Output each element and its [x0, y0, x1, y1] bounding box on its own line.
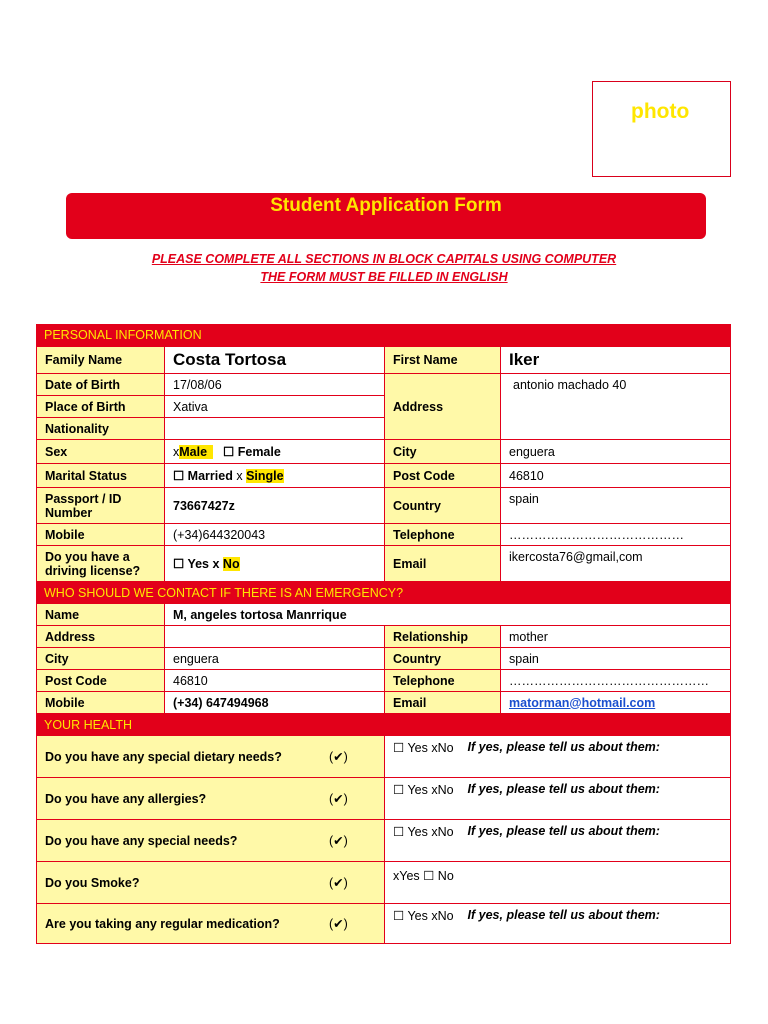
email-field[interactable]: ikercosta76@gmail,com	[501, 546, 731, 582]
emergency-mobile-label: Mobile	[36, 692, 165, 714]
driving-no-option[interactable]: No	[222, 556, 240, 571]
row-family-name	[36, 346, 731, 374]
health-question	[36, 778, 385, 820]
emergency-mobile-field[interactable]: (+34) 647494968	[165, 692, 385, 714]
row-driving-email	[36, 546, 731, 582]
check-mark-icon: (✔)	[329, 917, 348, 931]
passport-field[interactable]: 73667427z	[165, 488, 385, 524]
health-row	[36, 736, 731, 778]
driving-license-label: Do you have a driving license?	[36, 546, 165, 582]
marital-x-mark: x	[236, 468, 243, 483]
sex-female-option[interactable]: ☐ Female	[223, 445, 281, 459]
email-label: Email	[385, 546, 501, 582]
mobile-field[interactable]: (+34)644320043	[165, 524, 385, 546]
form-title: Student Application Form	[270, 195, 502, 216]
health-question	[36, 736, 385, 778]
health-question-text: Do you Smoke?	[45, 875, 140, 890]
emergency-city-field[interactable]: enguera	[165, 648, 385, 670]
family-name-label: Family Name	[36, 346, 165, 374]
single-option[interactable]: Single	[246, 468, 284, 483]
check-mark-icon: (✔)	[329, 834, 348, 848]
address-field[interactable]: antonio machado 40	[501, 374, 731, 440]
health-question-text: Do you have any special needs?	[45, 833, 238, 848]
relationship-label: Relationship	[385, 626, 501, 648]
health-row	[36, 820, 731, 862]
health-note: If yes, please tell us about them:	[467, 824, 660, 838]
health-answer[interactable]	[385, 736, 731, 778]
country-label: Country	[385, 488, 501, 524]
row-marital-postcode	[36, 464, 731, 488]
emergency-postcode-field[interactable]: 46810	[165, 670, 385, 692]
telephone-label: Telephone	[385, 524, 501, 546]
address-label: Address	[385, 374, 501, 440]
row-sex-city	[36, 440, 731, 464]
first-name-field[interactable]: Iker	[501, 346, 731, 374]
row-emergency-address	[36, 626, 731, 648]
dob-label: Date of Birth	[36, 374, 165, 396]
relationship-field[interactable]: mother	[501, 626, 731, 648]
health-question	[36, 862, 385, 904]
married-option[interactable]: ☐ Married	[173, 469, 233, 483]
health-question	[36, 820, 385, 862]
sex-label: Sex	[36, 440, 165, 464]
emergency-country-label: Country	[385, 648, 501, 670]
health-row	[36, 778, 731, 820]
driving-yes-option[interactable]: ☐ Yes x	[173, 557, 220, 571]
health-question-text: Do you have any special dietary needs?	[45, 749, 282, 764]
health-question-text: Are you taking any regular medication?	[45, 916, 280, 931]
nationality-label: Nationality	[36, 418, 165, 440]
mobile-label: Mobile	[36, 524, 165, 546]
emergency-address-label: Address	[36, 626, 165, 648]
emergency-country-field[interactable]: spain	[501, 648, 731, 670]
emergency-email-field[interactable]	[501, 692, 731, 714]
sex-x-mark: x	[173, 444, 180, 459]
dob-field[interactable]: 17/08/06	[165, 374, 385, 396]
health-answer-options[interactable]: ☐ Yes xNo	[393, 783, 454, 797]
city-field[interactable]: enguera	[501, 440, 731, 464]
emergency-postcode-label: Post Code	[36, 670, 165, 692]
health-answer[interactable]	[385, 820, 731, 862]
marital-status-field[interactable]	[165, 464, 385, 488]
emergency-email-label: Email	[385, 692, 501, 714]
instruction-line-2: THE FORM MUST BE FILLED IN ENGLISH	[260, 270, 508, 284]
emergency-email-link[interactable]: matorman@hotmail.com	[509, 695, 656, 710]
row-emergency-city	[36, 648, 731, 670]
health-row	[36, 862, 731, 904]
sex-male-option[interactable]: Male	[179, 445, 213, 459]
emergency-address-field[interactable]	[165, 626, 385, 648]
emergency-telephone-label: Telephone	[385, 670, 501, 692]
family-name-field[interactable]: Costa Tortosa	[165, 346, 385, 374]
health-answer-options[interactable]: ☐ Yes xNo	[393, 825, 454, 839]
row-emergency-postcode	[36, 670, 731, 692]
health-answer[interactable]	[385, 904, 731, 944]
passport-label: Passport / ID Number	[36, 488, 165, 524]
section-emergency-header: WHO SHOULD WE CONTACT IF THERE IS AN EMERGENCY?	[36, 582, 731, 604]
health-answer-options[interactable]: ☐ Yes xNo	[393, 741, 454, 755]
country-field[interactable]: spain	[501, 488, 731, 524]
table-top-border	[36, 346, 731, 347]
health-answer[interactable]	[385, 862, 731, 904]
row-passport-country	[36, 488, 731, 524]
nationality-field[interactable]	[165, 418, 385, 440]
telephone-field[interactable]: ……………………………………	[501, 524, 731, 546]
row-emergency-name	[36, 604, 731, 626]
marital-status-label: Marital Status	[36, 464, 165, 488]
health-answer-options[interactable]: ☐ Yes xNo	[393, 909, 454, 923]
photo-box	[592, 81, 731, 177]
driving-license-field[interactable]	[165, 546, 385, 582]
pob-label: Place of Birth	[36, 396, 165, 418]
emergency-name-label: Name	[36, 604, 165, 626]
emergency-name-field[interactable]: M, angeles tortosa Manrrique	[165, 604, 731, 626]
health-row	[36, 904, 731, 944]
emergency-telephone-field[interactable]: …………………………………………	[501, 670, 731, 692]
row-mobile-telephone	[36, 524, 731, 546]
title-banner	[66, 193, 706, 239]
row-dob-address	[36, 374, 731, 440]
health-question-text: Do you have any allergies?	[45, 791, 207, 806]
health-note: If yes, please tell us about them:	[467, 782, 660, 796]
first-name-label: First Name	[385, 346, 501, 374]
instruction-line-1: PLEASE COMPLETE ALL SECTIONS IN BLOCK CAPITALS USING COMPUTER	[151, 252, 617, 266]
row-emergency-mobile	[36, 692, 731, 714]
health-note: If yes, please tell us about them:	[467, 740, 660, 754]
check-mark-icon: (✔)	[329, 792, 348, 806]
check-mark-icon: (✔)	[329, 750, 348, 764]
check-mark-icon: (✔)	[329, 876, 348, 890]
emergency-city-label: City	[36, 648, 165, 670]
postcode-label: Post Code	[385, 464, 501, 488]
health-answer-options[interactable]: xYes ☐ No	[393, 869, 454, 883]
pob-field[interactable]: Xativa	[165, 396, 385, 418]
health-question	[36, 904, 385, 944]
health-answer[interactable]	[385, 778, 731, 820]
health-note: If yes, please tell us about them:	[467, 908, 660, 922]
sex-field[interactable]	[165, 440, 385, 464]
postcode-field[interactable]: 46810	[501, 464, 731, 488]
city-label: City	[385, 440, 501, 464]
section-personal-header: PERSONAL INFORMATION	[36, 324, 731, 346]
section-health-header: YOUR HEALTH	[36, 714, 731, 736]
photo-label: photo	[631, 100, 690, 123]
